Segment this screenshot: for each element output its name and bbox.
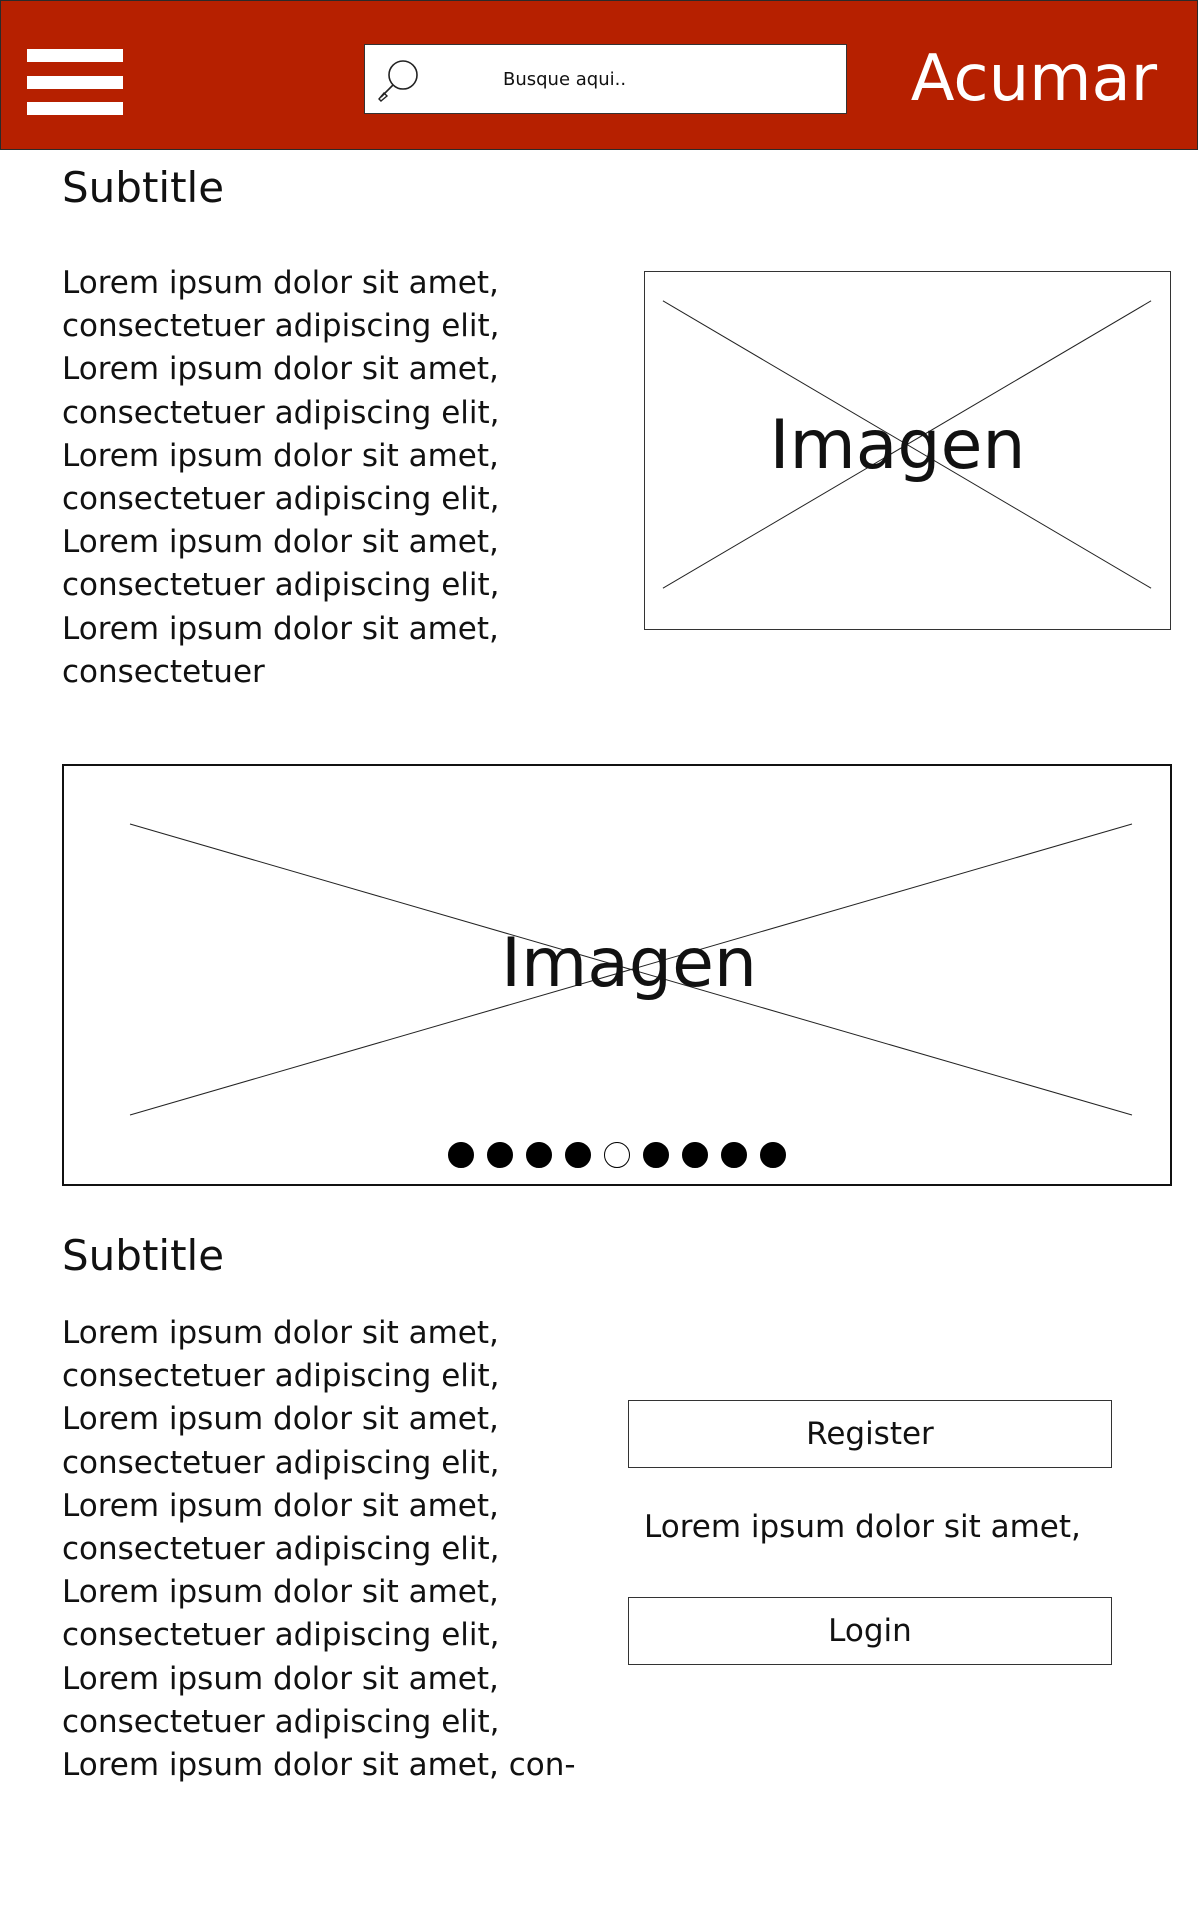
section-2-paragraph: Lorem ipsum dolor sit amet, consectetuer adipiscing elit, Lorem ipsum dolor sit amet, consectetuer adipiscing elit, Lorem ipsum dolor sit amet, consectetuer adipiscing elit, Lorem ipsum dolor sit amet, consectetuer adipiscing elit, Lorem ipsum dolor sit amet, consectetuer adipiscing elit, Lorem ipsum dolor sit amet, con- <box>62 1315 576 1784</box>
carousel-dot[interactable] <box>487 1142 513 1168</box>
carousel-pagination <box>64 1142 1170 1170</box>
search-bar[interactable] <box>364 44 847 114</box>
register-button[interactable]: Register <box>628 1400 1112 1468</box>
menu-bar <box>27 49 123 62</box>
login-button[interactable]: Login <box>628 1597 1112 1665</box>
carousel-image-label: Imagen <box>500 924 758 1003</box>
carousel-dot[interactable] <box>526 1142 552 1168</box>
section-2-subtitle: Subtitle <box>62 1231 225 1280</box>
magnifier-icon[interactable] <box>375 59 419 103</box>
carousel-dot[interactable] <box>448 1142 474 1168</box>
carousel-dot[interactable] <box>682 1142 708 1168</box>
carousel-dot[interactable] <box>721 1142 747 1168</box>
menu-bar <box>27 102 123 115</box>
auth-description: Lorem ipsum dolor sit amet, <box>644 1509 1081 1545</box>
hamburger-menu-icon[interactable] <box>27 49 123 115</box>
search-input[interactable] <box>437 45 837 113</box>
carousel-dot[interactable] <box>760 1142 786 1168</box>
image-carousel[interactable] <box>62 764 1172 1186</box>
carousel-dot-active[interactable] <box>604 1142 630 1168</box>
carousel-dot[interactable] <box>565 1142 591 1168</box>
brand-title: Acumar <box>910 42 1157 116</box>
image-placeholder-label: Imagen <box>769 406 1026 485</box>
app-header <box>0 0 1198 150</box>
section-1-subtitle: Subtitle <box>62 163 225 212</box>
menu-bar <box>27 76 123 89</box>
carousel-dot[interactable] <box>643 1142 669 1168</box>
image-placeholder <box>644 271 1171 630</box>
section-1-paragraph: Lorem ipsum dolor sit amet, consectetuer adipiscing elit, Lorem ipsum dolor sit amet, consectetuer adipiscing elit, Lorem ipsum dolor sit amet, consectetuer adipiscing elit, Lorem ipsum dolor sit amet, consectetuer adipiscing elit, Lorem ipsum dolor sit amet, consectetuer <box>62 265 500 690</box>
